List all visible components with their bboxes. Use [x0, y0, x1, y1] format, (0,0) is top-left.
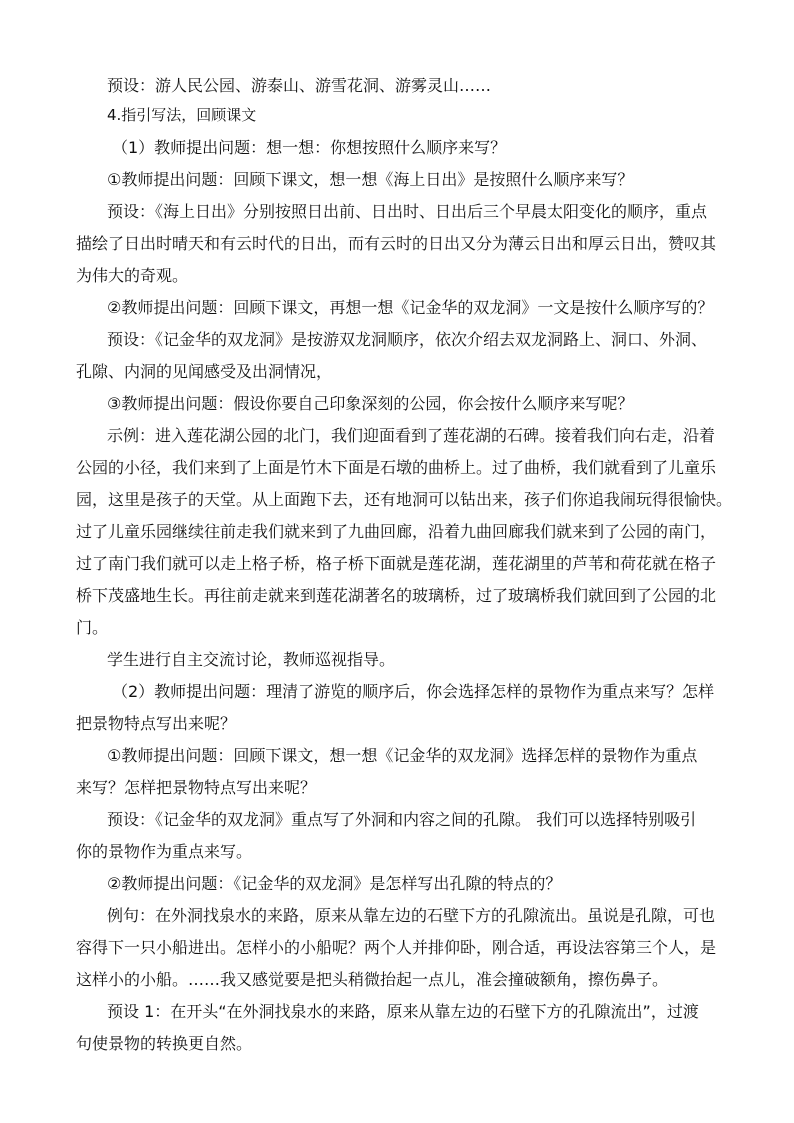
text-line: 过了南门我们就可以走上格子桥，格子桥下面就是莲花湖，莲花湖里的芦苇和荷花就在格子	[76, 554, 717, 573]
text-line: ②教师提出问题：回顾下课文，再想一想《记金华的双龙洞》一文是按什么顺序写的？	[107, 298, 714, 317]
text-line: ①教师提出问题：回顾下课文，想一想《记金华的双龙洞》选择怎样的景物作为重点	[107, 746, 698, 765]
text-line: 描绘了日出时晴天和有云时代的日出，而有云时的日出又分为薄云日出和厚云日出，赞叹其	[76, 234, 717, 253]
text-line: 容得下一只小船进出。怎样小的小船呢？两个人并排仰卧，刚合适，再设法容第三个人，是	[76, 938, 717, 957]
text-line: （2）教师提出问题：理清了游览的顺序后，你会选择怎样的景物作为重点来写？怎样	[112, 682, 715, 701]
text-line: 来写？怎样把景物特点写出来呢？	[76, 778, 317, 797]
text-line: 预设：游人民公园、游泰山、游雪花洞、游雾灵山……	[107, 76, 492, 95]
text-line: （1）教师提出问题：想一想：你想按照什么顺序来写？	[112, 138, 507, 157]
text-line: 把景物特点写出来呢？	[76, 714, 237, 733]
text-line: ③教师提出问题：假设你要自己印象深刻的公园，你会按什么顺序来写呢？	[107, 394, 634, 413]
text-line: 句使景物的转换更自然。	[76, 1034, 253, 1053]
text-line: 示例：进入莲花湖公园的北门，我们迎面看到了莲花湖的石碑。接着我们向右走，沿着	[107, 426, 716, 445]
text-line: 预设 1：在开头“在外洞找泉水的来路，原来从靠左边的石壁下方的孔隙流出”，过渡	[107, 1002, 699, 1021]
text-line: 例句：在外洞找泉水的来路，原来从靠左边的石壁下方的孔隙流出。虽说是孔隙，可也	[107, 906, 716, 925]
text-line: ①教师提出问题：回顾下课文，想一想《海上日出》是按照什么顺序来写？	[107, 170, 634, 189]
text-line: 过了儿童乐园继续往前走我们就来到了九曲回廊，沿着九曲回廊我们就来到了公园的南门，	[76, 522, 717, 541]
text-line: 园，这里是孩子的天堂。从上面跑下去，还有地洞可以钻出来，孩子们你追我闹玩得很愉快。	[76, 490, 733, 509]
section-heading: 4.指引写法，回顾课文	[107, 106, 257, 124]
text-line: 为伟大的奇观。	[76, 266, 189, 285]
text-line: 学生进行自主交流讨论，教师巡视指导。	[107, 650, 396, 669]
text-line: 桥下茂盛地生长。再往前走就来到莲花湖著名的玻璃桥，过了玻璃桥我们就回到了公园的北	[76, 586, 717, 605]
text-line: 预设：《记金华的双龙洞》是按游双龙洞顺序，依次介绍去双龙洞路上、洞口、外洞、	[107, 330, 708, 349]
text-line: 孔隙、内洞的见闻感受及出洞情况，	[76, 362, 333, 381]
text-line: 公园的小径，我们来到了上面是竹木下面是石墩的曲桥上。过了曲桥，我们就看到了儿童乐	[76, 458, 717, 477]
text-line: 预设：《记金华的双龙洞》重点写了外洞和内容之间的孔隙。 我们可以选择特别吸引	[107, 810, 697, 829]
text-line: 你的景物作为重点来写。	[76, 842, 253, 861]
text-line: 预设：《海上日出》分别按照日出前、日出时、日出后三个早晨太阳变化的顺序，重点	[107, 202, 708, 221]
text-line: ②教师提出问题：《记金华的双龙洞》是怎样写出孔隙的特点的？	[107, 874, 562, 893]
text-line: 这样小的小船。……我又感觉要是把头稍微抬起一点儿，准会撞破额角，擦伤鼻子。	[76, 970, 669, 989]
text-line: 门。	[76, 618, 109, 637]
